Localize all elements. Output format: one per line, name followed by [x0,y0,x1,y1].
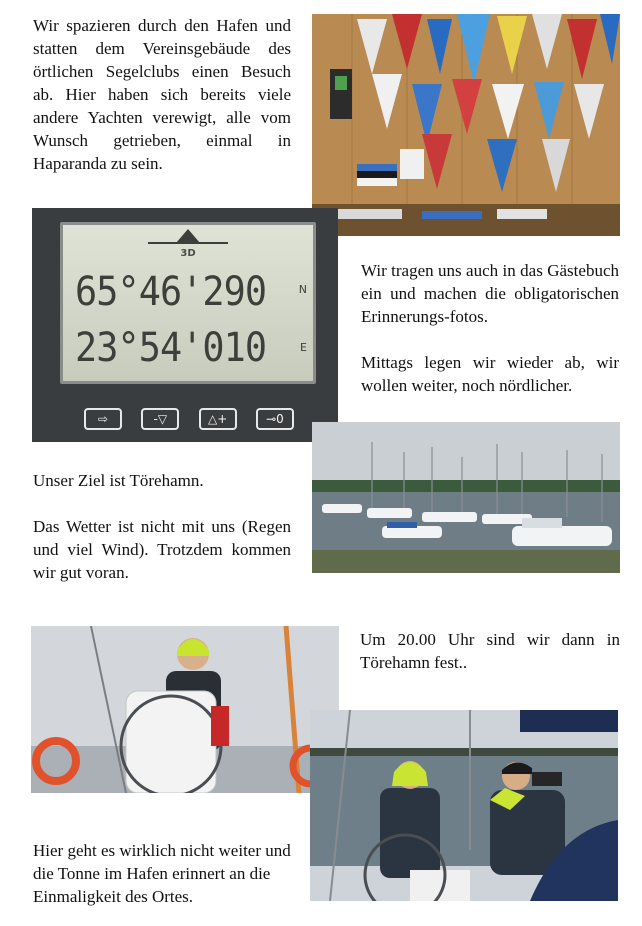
gps-plus-button: △+ [199,408,237,430]
gps-longitude-hemisphere: E [300,341,307,354]
helmsman-photo [31,626,339,793]
guestbook-paragraph-1: Wir tragen uns auch in das Gästebuch ein und machen die obligatorischen Erinnerungs-fotos. [361,261,619,326]
goal-text [33,469,291,584]
intro-text [33,14,291,175]
satellite-arrow-icon [148,229,228,247]
gps-longitude: 23°54'010 [75,325,267,371]
goal-paragraph-2: Das Wetter ist nicht mit uns (Regen und viel Wind). Trotzdem kommen wir gut voran. [33,517,291,582]
gps-latitude: 65°46'290 [75,269,267,315]
gps-minus-button: -▽ [141,408,179,430]
marina-photo [312,422,620,573]
gps-mode-label: 3D [180,248,196,259]
gps-display-photo [32,208,338,442]
gps-page-button: ⇨ [84,408,122,430]
arrival-paragraph: Um 20.00 Uhr sind wir dann in Törehamn fest.. [360,630,620,672]
intro-paragraph: Wir spazieren durch den Hafen und statten dem Vereinsgebäude des örtlichen Segelclubs einen Besuch ab. Hier haben sich bereits viele andere Yachten verewigt, alle vom Wunsch getrieben, einmal in Haparanda zu sein. [33,16,291,173]
clubhouse-pennants-photo [312,14,620,236]
arrival-text [360,628,620,674]
gps-latitude-hemisphere: N [298,283,307,296]
closing-paragraph: Hier geht es wirklich nicht weiter und die Tonne im Hafen erinnert an die Einmaligkeit des Ortes. [33,841,291,906]
crew-photo [310,710,618,901]
closing-text [33,839,291,908]
gps-mob-button: ⊸0 [256,408,294,430]
gps-buttons [84,408,294,434]
guestbook-paragraph-2: Mittags legen wir wieder ab, wir wollen weiter, noch nördlicher. [361,353,619,395]
guestbook-text [361,259,619,397]
goal-paragraph-1: Unser Ziel ist Törehamn. [33,471,204,490]
gps-lcd-screen [60,222,316,384]
